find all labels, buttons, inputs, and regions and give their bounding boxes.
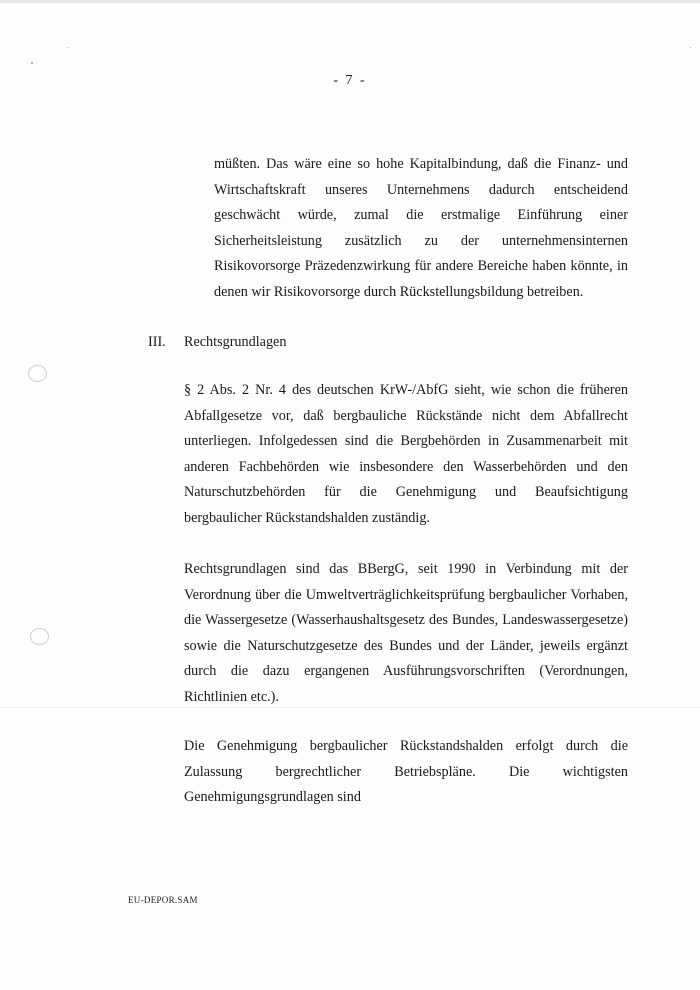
page-top-edge	[0, 0, 700, 3]
scan-speck	[67, 47, 68, 48]
paragraph-krw-abfg: § 2 Abs. 2 Nr. 4 des deutschen KrW-/AbfG sieht, wie schon die früheren Abfallgesetze vor, daß bergbauliche Rückstände nicht dem Abfallrecht unterliegen. Infolgedessen sind die Bergbehörden in Zusammenarbeit mit anderen Fachbehörden wie insbesondere den Wasserbehörden und den Naturschutzbehörden für die Genehmigung und Beaufsichtigung bergbaulicher Rückstandshalden zuständig.	[184, 382, 628, 526]
punch-hole-icon	[30, 628, 49, 645]
scan-speck	[31, 62, 33, 64]
punch-hole-icon	[28, 365, 47, 382]
section-heading	[148, 331, 286, 353]
paragraph-rechtsgrundlagen: Rechtsgrundlagen sind das BBergG, seit 1990 in Verbindung mit der Verordnung über die Umweltverträglichkeitsprüfung bergbaulicher Vorhaben, die Wassergesetze (Wasserhaushaltsgesetz des Bundes, Landeswassergesetze) sowie die Naturschutzgesetze des Bundes und der Länder, jeweils ergänzt durch die dazu ergangenen Ausführungsvorschriften (Verordnungen, Richtlinien etc.).	[184, 561, 628, 705]
paragraph-continuation: müßten. Das wäre eine so hohe Kapitalbindung, daß die Finanz- und Wirtschaftskraft unseres Unternehmens dadurch entscheidend geschwächt würde, zumal die erstmalige Einführung einer Sicherheitsleistung zusätzlich zu der unternehmensinternen Risikovorsorge Präzedenzwirkung für andere Bereiche haben könnte, in denen wir Risikovorsorge durch Rückstellungsbildung betreiben.	[214, 156, 628, 300]
footer-filename: EU-DEPOR.SAM	[128, 895, 198, 905]
scan-speck	[690, 47, 691, 48]
section-number: III.	[148, 334, 166, 350]
scan-fold-line	[0, 707, 700, 708]
paragraph-genehmigung: Die Genehmigung bergbaulicher Rückstandshalden erfolgt durch die Zulassung bergrechtlicher Betriebspläne. Die wichtigsten Genehmigungsgrundlagen sind	[184, 738, 628, 806]
page-number: - 7 -	[333, 73, 367, 88]
section-title: Rechtsgrundlagen	[184, 334, 287, 350]
